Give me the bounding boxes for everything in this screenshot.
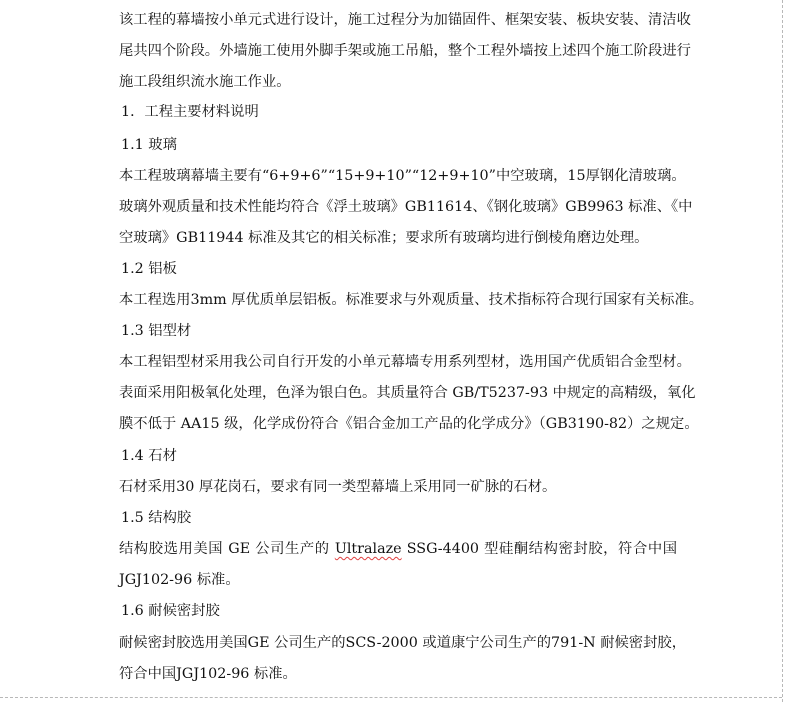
page-edge-right <box>782 0 783 702</box>
paragraph-line: 尾共四个阶段。外墙施工使用外脚手架或施工吊船，整个工程外墙按上述四个施工阶段进行 <box>119 43 691 59</box>
section-title: 1．工程主要材料说明 <box>121 104 259 120</box>
paragraph-line <box>119 537 677 561</box>
paragraph-line: 表面采用阳极氧化处理，色泽为银白色。其质量符合 GB/T5237-93 中规定的高精级，氧化 <box>119 385 696 401</box>
paragraph-line: 石材采用30 厚花岗石，要求有同一类型幕墙上采用同一矿脉的石材。 <box>119 479 557 495</box>
paragraph-line: 符合中国JGJ102-96 标准。 <box>119 666 297 682</box>
subheading-aluminum-profile: 1.3 铝型材 <box>121 323 192 339</box>
text-run: 结构胶选用美国 GE 公司生产的 <box>119 541 335 557</box>
subheading-aluminum-plate: 1.2 铝板 <box>121 261 177 277</box>
subheading-stone: 1.4 石材 <box>121 448 177 464</box>
paragraph-line: 耐候密封胶选用美国GE 公司生产的SCS-2000 或道康宁公司生产的791-N 耐候密封胶， <box>119 635 686 651</box>
text-run: SSG-4400 型硅酮结构密封胶，符合中国 <box>401 541 677 557</box>
paragraph-line: 空玻璃》GB11944 标准及其它的相关标准；要求所有玻璃均进行倒棱角磨边处理。 <box>119 230 649 246</box>
paragraph-line: 本工程玻璃幕墙主要有“6+9+6”“15+9+10”“12+9+10”中空玻璃，15厚钢化清玻璃。 <box>119 168 686 184</box>
paragraph-line: 本工程铝型材采用我公司自行开发的小单元幕墙专用系列型材，选用国产优质铝合金型材。 <box>119 354 691 370</box>
subheading-structural-sealant: 1.5 结构胶 <box>121 510 192 526</box>
page-edge-bottom <box>0 697 782 698</box>
spellcheck-flagged-word[interactable]: Ultralaze <box>334 541 402 557</box>
paragraph-line: 本工程选用3mm 厚优质单层铝板。标准要求与外观质量、技术指标符合现行国家有关标准。 <box>119 292 704 308</box>
paragraph-line: 膜不低于 AA15 级，化学成份符合《铝合金加工产品的化学成分》（GB3190-82）之规定。 <box>119 416 699 432</box>
subheading-glass: 1.1 玻璃 <box>121 137 177 153</box>
paragraph-line: 玻璃外观质量和技术性能均符合《浮土玻璃》GB11614、《钢化玻璃》GB9963 标准、《中 <box>119 199 693 215</box>
paragraph-line: 该工程的幕墙按小单元式进行设计，施工过程分为加锚固件、框架安装、板块安装、清洁收 <box>119 12 691 28</box>
paragraph-line: JGJ102-96 标准。 <box>119 572 240 588</box>
paragraph-line: 施工段组织流水施工作业。 <box>119 74 291 90</box>
subheading-weather-sealant: 1.6 耐候密封胶 <box>121 603 220 619</box>
